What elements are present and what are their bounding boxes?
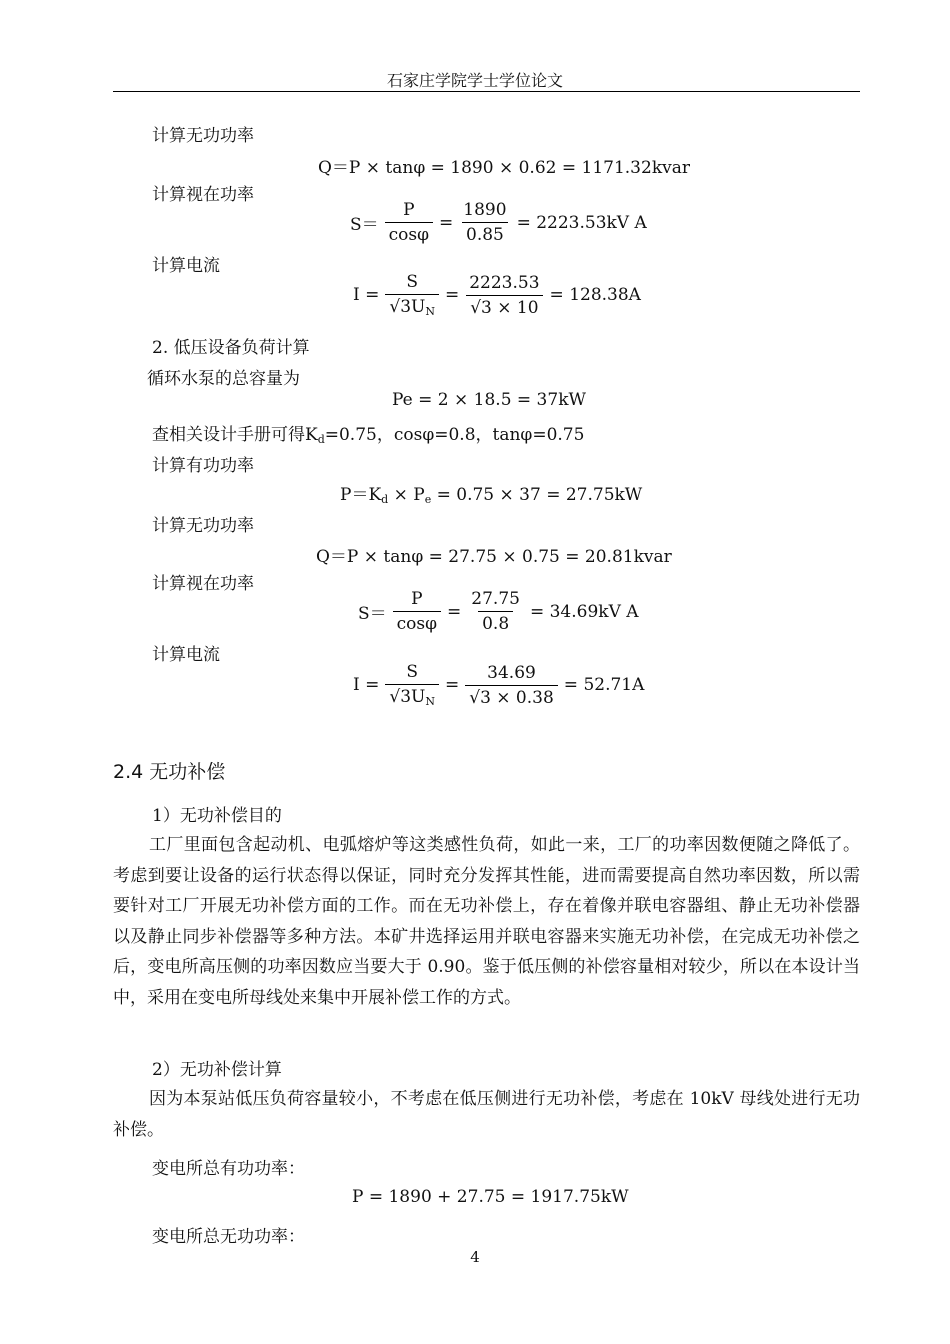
line-kd	[152, 420, 584, 446]
fraction-numerator: S	[406, 662, 418, 682]
fraction	[385, 272, 439, 318]
subtitle-low-voltage: 2. 低压设备负荷计算	[152, 338, 310, 358]
den-subscript: N	[425, 305, 435, 318]
eq-reactive-power-2: Q＝P × tanφ = 27.75 × 0.75 = 20.81kvar	[316, 547, 672, 567]
fraction	[465, 663, 558, 708]
fraction-numerator: S	[406, 272, 418, 292]
label-total-active-power: 变电所总有功功率：	[152, 1159, 305, 1179]
eq-current-2	[353, 662, 644, 708]
eq-current-1	[353, 272, 641, 318]
label-current-2: 计算电流	[152, 645, 220, 665]
fraction-denominator: 0.85	[462, 222, 508, 245]
fraction	[465, 273, 543, 318]
fraction	[385, 662, 439, 708]
fraction-denominator: 0.8	[478, 611, 513, 634]
eq-rhs: = 128.38A	[549, 285, 641, 305]
eq-lhs: I =	[353, 285, 380, 305]
paragraph-purpose: 工厂里面包含起动机、电弧熔炉等这类感性负荷，如此一来，工厂的功率因数便随之降低了。考虑到要让设备的运行状态得以保证，同时充分发挥其性能，进而需要提高自然功率因数，所以需要针对工厂开展无功补偿方面的工作。而在无功补偿上，存在着像并联电容器组、静止无功补偿器以及静止同步补偿器等多种方法。本矿井选择运用并联电容器来实施无功补偿，在完成无功补偿之后，变电所高压侧的功率因数应当要大于 0.90。鉴于低压侧的补偿容量相对较少，所以在本设计当中，采用在变电所母线处来集中开展补偿工作的方式。	[113, 835, 860, 1008]
line-pump-capacity: 循环水泵的总容量为	[147, 369, 300, 389]
label-total-reactive-power: 变电所总无功功率：	[152, 1227, 305, 1247]
page-number: 4	[470, 1248, 480, 1266]
eq-mid: =	[439, 212, 454, 233]
eq-part-a: P＝K	[340, 485, 382, 505]
fraction	[393, 589, 441, 634]
fraction	[459, 200, 510, 245]
fraction-denominator: cosφ	[385, 222, 433, 245]
eq-active-power-2	[340, 480, 642, 506]
label-apparent-power-1: 计算视在功率	[152, 185, 254, 205]
fraction-denominator: cosφ	[393, 611, 441, 634]
label-reactive-power-2: 计算无功功率	[152, 516, 254, 536]
eq-part-c: = 0.75 × 37 = 27.75kW	[431, 485, 643, 505]
eq-apparent-power-1	[350, 200, 647, 245]
eq-pe: Pe = 2 × 18.5 = 37kW	[392, 390, 586, 410]
den-main: √3U	[389, 297, 426, 317]
eq-lhs: S＝	[358, 604, 387, 624]
section-heading: 2.4 无功补偿	[113, 761, 226, 783]
kd-subscript: d	[317, 433, 325, 446]
fraction-denominator: √3 × 0.38	[465, 685, 558, 708]
label-reactive-power-1: 计算无功功率	[152, 126, 254, 146]
label-current-1: 计算电流	[152, 256, 220, 276]
eq-rhs: = 2223.53kV A	[516, 212, 647, 233]
kd-pre: 查相关设计手册可得K	[152, 425, 318, 445]
fraction	[385, 200, 433, 245]
eq-mid: =	[447, 601, 462, 622]
eq-reactive-power-1: Q＝P × tanφ = 1890 × 0.62 = 1171.32kvar	[318, 158, 690, 178]
eq-part-b: × P	[388, 485, 425, 505]
fraction-numerator: 27.75	[471, 589, 520, 609]
eq-total-active-power: P = 1890 + 27.75 = 1917.75kW	[352, 1187, 629, 1207]
eq-lhs: I =	[353, 675, 380, 695]
eq-rhs: = 52.71A	[563, 675, 645, 695]
fraction-numerator: 2223.53	[469, 272, 540, 293]
den-subscript: N	[425, 695, 435, 708]
fraction-numerator: 1890	[463, 200, 507, 220]
label-active-power-2: 计算有功功率	[152, 456, 254, 476]
eq-mid: =	[444, 285, 460, 305]
paragraph-calculation: 因为本泵站低压负荷容量较小，不考虑在低压侧进行无功补偿，考虑在 10kV 母线处进行无功补偿。	[113, 1089, 860, 1140]
eq-apparent-power-2	[358, 589, 639, 634]
fraction-numerator: 34.69	[487, 662, 536, 683]
header-rule	[113, 91, 860, 92]
fraction-numerator: P	[403, 200, 415, 220]
eq-subscript-d: d	[381, 493, 389, 506]
fraction	[467, 589, 524, 634]
fraction-denominator	[385, 294, 439, 318]
eq-lhs: S＝	[350, 215, 379, 235]
eq-mid: =	[444, 675, 460, 695]
fraction-denominator	[385, 684, 439, 708]
den-main: √3U	[389, 687, 426, 707]
running-header: 石家庄学院学士学位论文	[386, 71, 563, 90]
fraction-numerator: P	[411, 589, 423, 609]
eq-rhs: = 34.69kV A	[529, 601, 639, 622]
subheading-purpose: 1）无功补偿目的	[152, 806, 282, 826]
label-apparent-power-2: 计算视在功率	[152, 574, 254, 594]
kd-post: =0.75，cosφ=0.8，tanφ=0.75	[324, 425, 585, 445]
eq-subscript-e: e	[424, 493, 432, 506]
fraction-denominator: √3 × 10	[466, 295, 542, 318]
subheading-calculation: 2）无功补偿计算	[152, 1060, 282, 1080]
